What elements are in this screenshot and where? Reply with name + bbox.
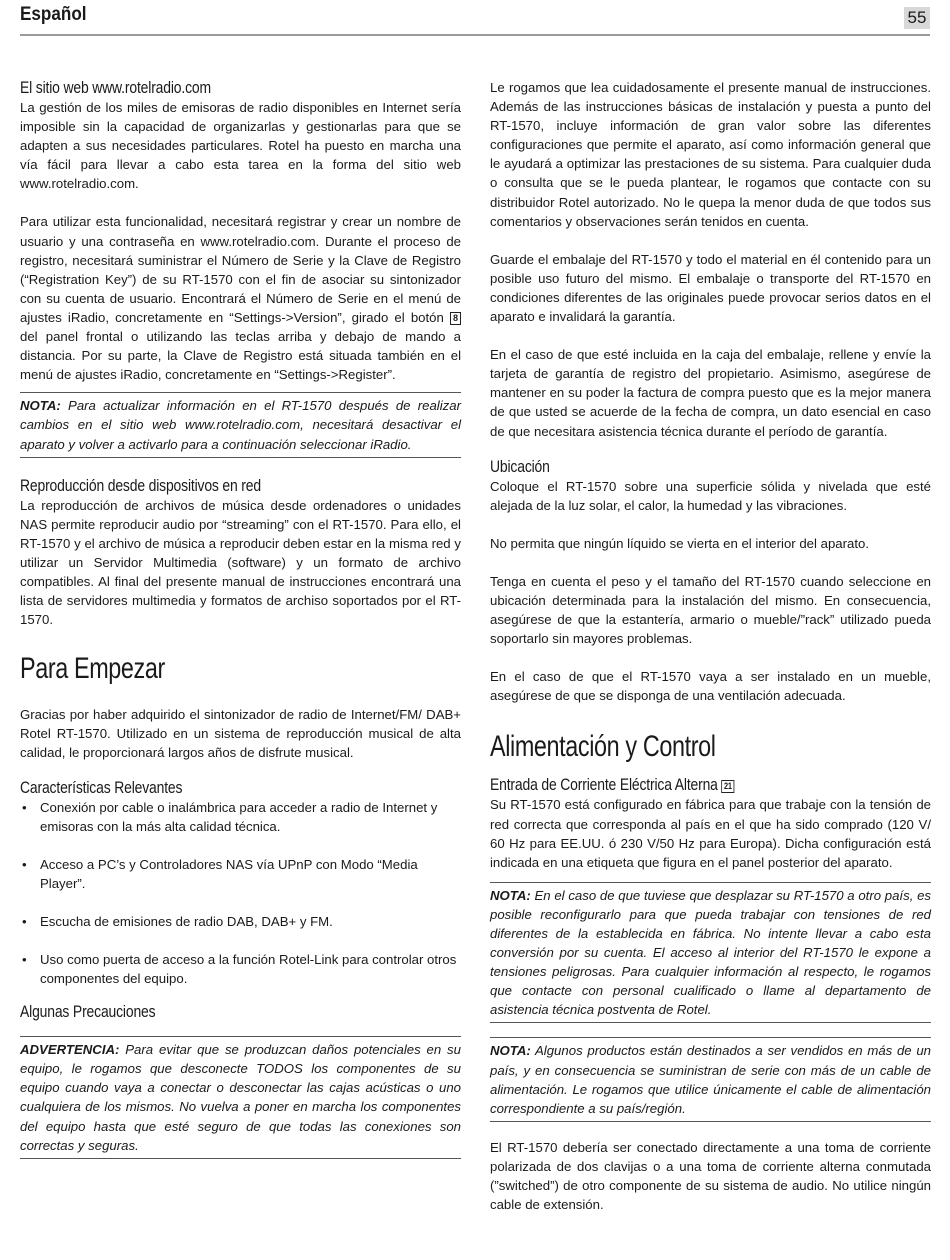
section-title-website: El sitio web www.rotelradio.com [20,78,211,97]
note-text: Para actualizar información en el RT-1570 después de realizar cambios en el sitio web www.rotelradio.com, necesitará desactivar el aparato y volver a activarlo para a continuación seleccionar iRadio. [20,398,461,452]
paragraph-warranty: En el caso de que esté incluida en la caja del embalaje, rellene y envíe la tarjeta de garantía de registro del propietario. Asimismo, asegúrese de mantener en su poder la factura de compra puesto que es la mejor manera de que usted se acuerde de la fecha de compra, un dato esencial en caso de que necesitara asistencia técnica durante el período de garantía. [490,347,931,439]
note-label: NOTA: [20,398,61,414]
chapter-title-getting-started: Para Empezar [20,652,165,686]
paragraph-read-manual: Le rogamos que lea cuidadosamente el presente manual de instrucciones. Además de las instrucciones básicas de instalación y puesta a punto del RT-1570, incluye información de gran valor sobre las diferentes configuraciones que permite el aparato, así como información general que le ayudará a optimizar las prestaciones de su sistema. Para cualquier duda o consulta que se le pueda plantear, le rogamos que contacte con su distribuidor Rotel autorizado. No le quepa la menor duda de que todos sus comentarios y observaciones serán tenidos en cuenta. [490,80,931,229]
section-title-precautions: Algunas Precauciones [20,1002,156,1022]
section-title-location: Ubicación [490,456,550,476]
paragraph-website-intro: La gestión de los miles de emisoras de radio disponibles en Internet sería imposible sin la capacidad de organizarlas y gestionarlas para que se adapten a sus necesidades particulares. Rotel ha puesto en marcha una vía fácil para llevar a cabo esta tarea en la forma del sitio web www.rotelradio.com. [20,100,461,192]
left-column [20,78,461,1159]
chapter-title-power-control: Alimentación y Control [490,730,716,764]
paragraph-packaging: Guarde el embalaje del RT-1570 y todo el material en él contenido para un posible uso futuro del mismo. El embalaje o transporte del RT-1570 en condiciones diferentes de las originales puede provocar serios datos en el aparato e invalidará la garantía. [490,251,931,325]
paragraph-outlet: El RT-1570 debería ser conectado directamente a una toma de corriente polarizada de dos clavijas o a una toma de corriente alterna conmutada (”switched”) de otro componente de su sistema de audio. No utilice ningún cable de extensión. [490,1139,931,1213]
page-number: 55 [904,7,930,29]
key-8-icon: 8 [450,312,461,325]
note-power-cable [490,1037,931,1121]
paragraph-location-4: En el caso de que el RT-1570 vaya a ser instalado en un mueble, asegúrese de que se disponga de una ventilación adecuada. [490,669,931,704]
paragraph-location-1: Coloque el RT-1570 sobre una superficie sólida y nivelada que esté alejada de la luz solar, el calor, la humedad y las vibraciones. [490,478,931,513]
note-update-info [20,392,461,457]
feature-item: • Uso como puerta de acceso a la función Rotel-Link para controlar otros componentes del equipo. [20,950,461,988]
note-text: Algunos productos están destinados a ser vendidos en más de un país, y en consecuencia se suministran de serie con más de un cable de alimentación. Le rogamos que utilice únicamente el cable de alimentación correspondiente a su país/región. [490,1043,931,1116]
key-21-icon: 21 [721,780,734,793]
section-title-network: Reproducción desde dispositivos en red [20,475,261,495]
features-list [20,798,461,989]
warning-text: Para evitar que se produzcan daños potenciales en su equipo, le rogamos que desconecte TODOS los componentes de su equipo cuando vaya a conectar o desconectar las cajas acústicas o uno cualquiera de los mismos. No vuelva a poner en marcha los componentes del equipo hasta que esté seguro de que todas las conexiones son correctas y seguras. [20,1042,461,1153]
paragraph-ac-input: Su RT-1570 está configurado en fábrica para que trabaje con la tensión de red correcta que corresponda al país en el que ha sido comprado (120 V/ 60 Hz para EE.UU. ó 230 V/50 Hz para Europa). Dicha configuración está indicada en una etiqueta que figura en el panel posterior del aparato. [490,797,931,870]
note-voltage [490,882,931,1024]
right-column [490,78,931,1214]
paragraph-network: La reproducción de archivos de música desde ordenadores o unidades NAS permite reproducir audio por “streaming” con el RT-1570. Para ello, el RT-1570 y el archivo de música a reproducir deben estar en la misma red y utilizar un Servidor Multimedia (software) y un formato de archivo compatibles. Al final del presente manual de instrucciones encontrará una lista de servidores multimedia y formatos de archiso soportados por el RT-1570. [20,497,461,628]
page-header [20,0,930,36]
language-label: Español [20,4,87,25]
note-label: NOTA: [490,887,531,903]
section-title-ac-input: Entrada de Corriente Eléctrica Alterna 21 [490,775,852,795]
feature-item: • Acceso a PC’s y Controladores NAS vía UPnP con Modo “Media Player”. [20,855,461,893]
warning-box [20,1036,461,1159]
paragraph-location-3: Tenga en cuenta el peso y el tamaño del RT-1570 cuando seleccione en ubicación determinada para la instalación del mismo. En consecuencia, asegúrese de que la estantería, armario o mueble/”rack” utilizado pueda soportarlo sin mayores problemas. [490,573,931,647]
paragraph-location-2: No permita que ningún líquido se vierta en el interior del aparato. [490,535,870,551]
section-title-features: Características Relevantes [20,777,183,797]
feature-item: • Escucha de emisiones de radio DAB, DAB+ y FM. [20,912,461,931]
note-label: NOTA: [490,1043,531,1059]
paragraph-registration: Para utilizar esta funcionalidad, necesitará registrar y crear un nombre de usuario y una contraseña en www.rotelradio.com. Durante el proceso de registro, necesitará suministrar el Número de Serie y la Clave de Registro (“Registration Key”) de su RT-1570 con el fin de asociar su sintonizador con su cuenta de usuario. Encontrará el Número de Serie en el menú de ajustes iRadio, concretamente en “Settings->Version”, girado el botón 8 del panel frontal o utilizando las teclas arriba y debajo de mando a distancia. Por su parte, la Clave de Registro está situada también en el menú de ajustes iRadio, concretamente en “Settings->Register”. [20,214,461,383]
feature-item: • Conexión por cable o inalámbrica para acceder a radio de Internet y emisoras con la más alta calidad técnica. [20,798,461,836]
note-text: En el caso de que tuviese que desplazar su RT-1570 a otro país, es posible reconfigurarlo para que pueda trabajar con tensiones de red diferentes de la establecida en fábrica. No intente llevar a cabo esta conversión por su cuenta. El acceso al interior del RT-1570 le expone a tensiones peligrosas. Para cualquier información al respecto, le rogamos que contacte con personal cualificado o llame al departamento de asistencia técnica postventa de Rotel. [490,887,931,1018]
warning-label: ADVERTENCIA: [20,1042,120,1058]
paragraph-intro: Gracias por haber adquirido el sintonizador de radio de Internet/FM/ DAB+ Rotel RT-1570. Utilizado en un sistema de reproducción musical de alta calidad, le proporcionará largos años de disfrute musical. [20,707,461,761]
